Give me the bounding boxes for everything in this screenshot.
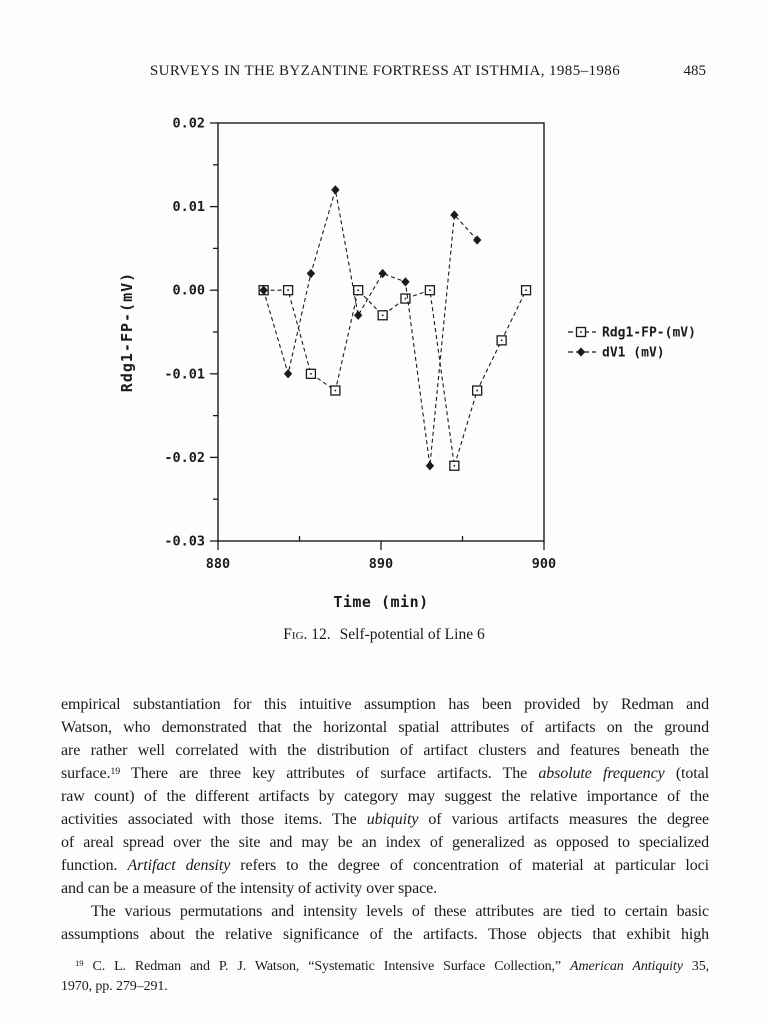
- legend-label: Rdg1-FP-(mV): [602, 325, 696, 341]
- legend-item-rdg1: [568, 326, 696, 341]
- filled-diamond-marker: [378, 269, 386, 278]
- x-axis-title: Time (min): [333, 593, 429, 611]
- filled-diamond-marker: [473, 235, 481, 244]
- text-line: and can be a measure of the intensity of activity over space.: [61, 880, 437, 897]
- footnote: [61, 957, 709, 997]
- text-line: are rather well correlated with the distribution of artifact clusters and features beneath the: [61, 742, 709, 759]
- text-line: 1970, pp. 279–291.: [61, 979, 168, 994]
- running-head-title: SURVEYS IN THE BYZANTINE FORTRESS AT ISTHMIA, 1985–1986: [149, 63, 621, 79]
- series-dv1: [259, 185, 481, 470]
- y-axis: [164, 116, 218, 550]
- filled-diamond-marker: [577, 347, 585, 356]
- legend-item-dv1: [568, 346, 665, 361]
- figure-chart: [110, 98, 740, 623]
- text-line: Watson, who demonstrated that the horizontal spatial attributes of artifacts on the ground: [61, 719, 709, 736]
- y-axis-title: Rdg1-FP-(mV): [118, 271, 136, 393]
- figure-caption-label: Fig. 12.: [283, 626, 331, 643]
- y-tick-label: -0.01: [164, 366, 205, 383]
- filled-diamond-marker: [284, 369, 292, 378]
- text-line: activities associated with those items. The ubiquity of various artifacts measures the degree: [61, 811, 709, 828]
- chart-legend: [568, 326, 696, 361]
- text-line: The various permutations and intensity levels of these attributes are tied to certain basic: [91, 903, 709, 920]
- y-tick-label: -0.02: [164, 449, 205, 466]
- y-tick-label: 0.00: [172, 282, 205, 299]
- chart-frame: [218, 123, 544, 541]
- text-line: $^{19}$ C. L. Redman and P. J. Watson, “Systematic Intensive Surface Collection,” American Antiquity 35,: [75, 958, 709, 974]
- y-tick-label: 0.02: [172, 115, 205, 132]
- page-number: 485: [683, 63, 706, 79]
- series-rdg1: [259, 286, 530, 471]
- body-text: [61, 693, 709, 997]
- filled-diamond-marker: [401, 277, 409, 286]
- x-tick-label: 890: [368, 556, 394, 572]
- running-head: [62, 63, 708, 83]
- text-line: assumptions about the relative significance of the artifacts. Those objects that exhibit high: [61, 926, 709, 943]
- filled-diamond-marker: [426, 461, 434, 470]
- self-potential-chart: [110, 98, 740, 623]
- filled-diamond-marker: [307, 269, 315, 278]
- x-tick-label: 880: [205, 556, 231, 572]
- text-line: empirical substantiation for this intuitive assumption has been provided by Redman and: [61, 696, 709, 713]
- legend-label: dV1 (mV): [602, 345, 665, 361]
- paragraph: [61, 693, 709, 900]
- figure-caption: [0, 626, 768, 644]
- text-line: of areal spread over the site and may be an index of generalized as opposed to specialized: [61, 834, 709, 851]
- text-line: function. Artifact density refers to the degree of concentration of material at particular loci: [61, 857, 710, 874]
- text-line: raw count) of the different artifacts by category may suggest the relative importance of the: [61, 788, 709, 805]
- x-tick-label: 900: [531, 556, 557, 572]
- filled-diamond-marker: [354, 311, 362, 320]
- figure-caption-text: Self-potential of Line 6: [339, 626, 485, 643]
- y-tick-label: 0.01: [172, 199, 205, 216]
- paragraph: [61, 900, 709, 946]
- filled-diamond-marker: [331, 185, 339, 194]
- text-line: surface.$^{19}$ There are three key attributes of surface artifacts. The absolute frequency (total: [61, 765, 709, 782]
- y-tick-label: -0.03: [164, 533, 205, 550]
